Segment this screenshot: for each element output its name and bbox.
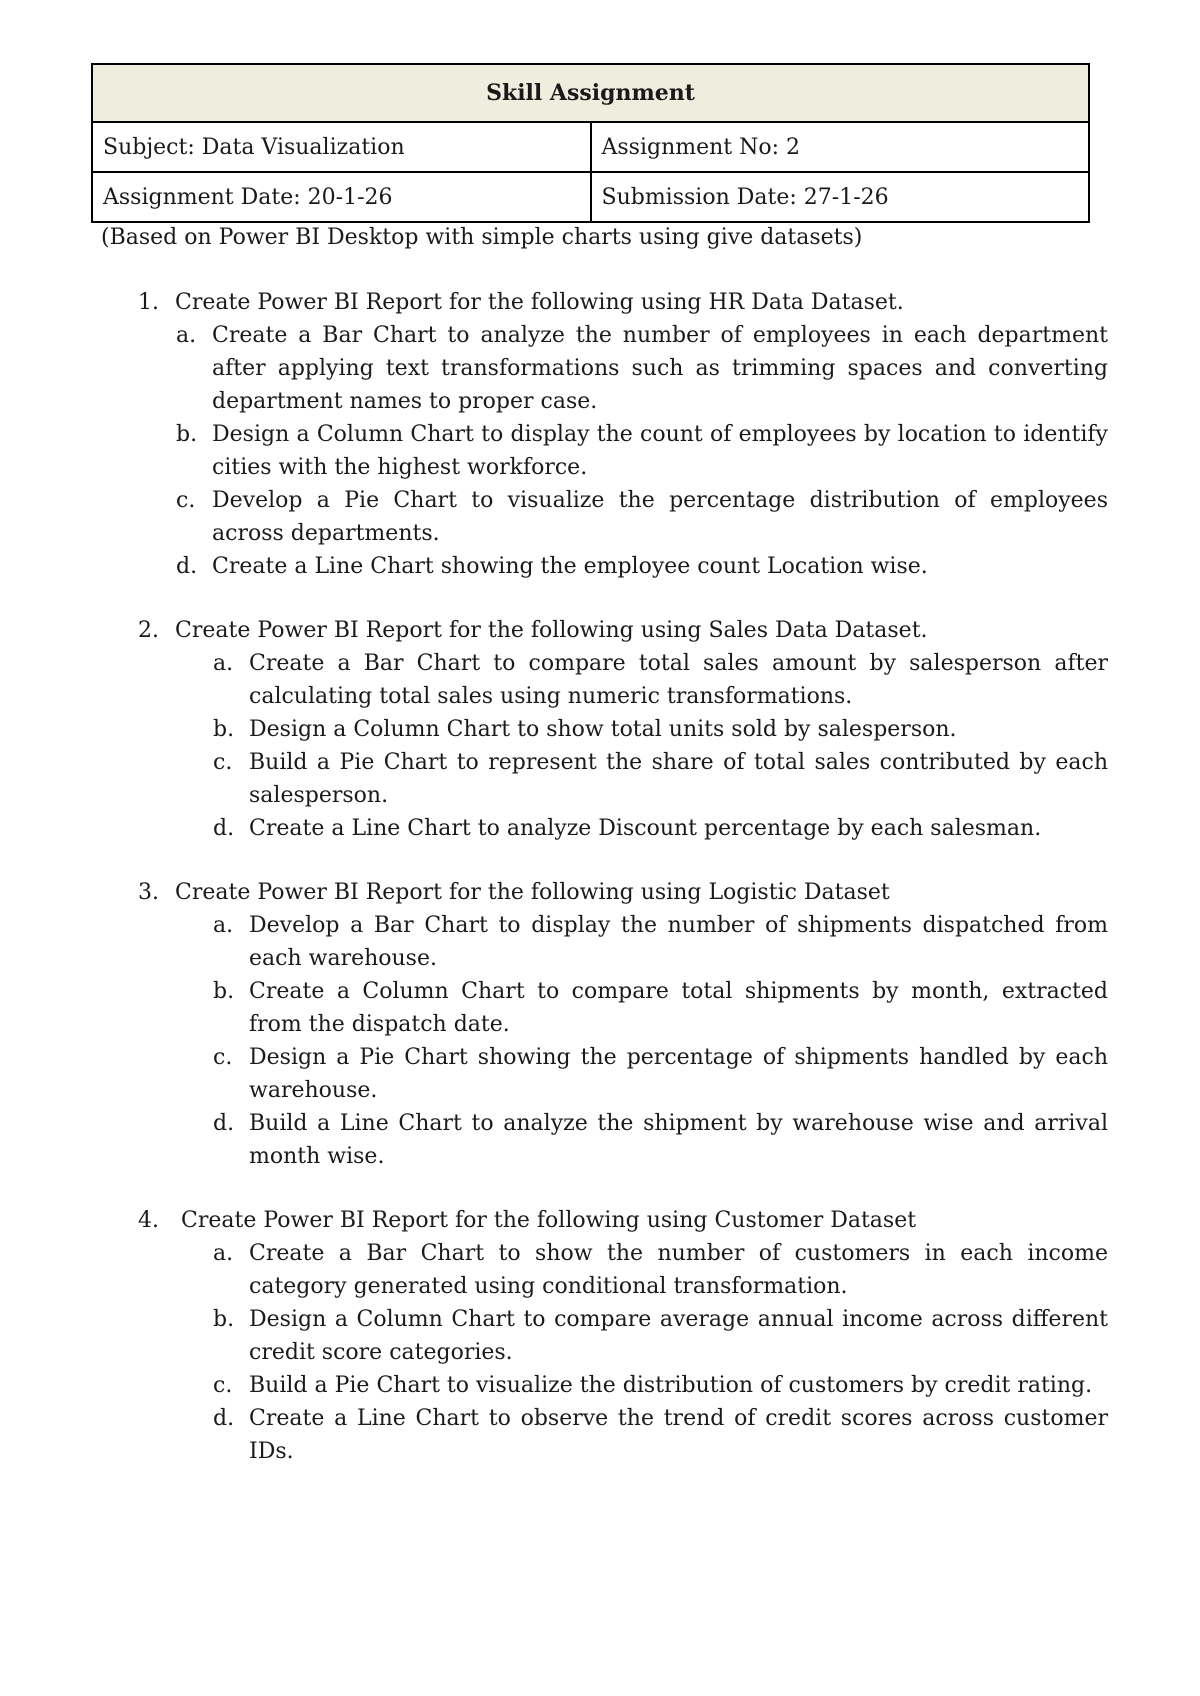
sub-item-letter: b.: [213, 979, 235, 1004]
sub-item-text: Create a Bar Chart to analyze the number of employees in each department after applying text transformations such as trimming spaces and converting department names to proper case.: [212, 323, 1108, 414]
subject-cell: Subject: Data Visualization: [92, 122, 591, 172]
sub-item-letter: d.: [213, 816, 235, 841]
sub-item-text: Create a Line Chart to analyze Discount percentage by each salesman.: [249, 816, 1042, 841]
question-text: Create Power BI Report for the following using Logistic Dataset: [175, 880, 890, 905]
sub-item: [0, 746, 1200, 812]
question-4: [0, 1204, 1200, 1468]
submission-date-cell: Submission Date: 27-1-26: [591, 172, 1090, 222]
sub-item-text: Design a Column Chart to show total units sold by salesperson.: [249, 717, 957, 742]
sub-item: [0, 418, 1200, 484]
sub-item: [0, 713, 1200, 746]
sub-item-letter: c.: [213, 750, 233, 775]
sub-item-text: Create a Bar Chart to compare total sales amount by salesperson after calculating total sales using numeric transformations.: [249, 651, 1108, 709]
sub-item: [0, 1369, 1200, 1402]
sub-item-text: Design a Pie Chart showing the percentage of shipments handled by each warehouse.: [249, 1045, 1108, 1103]
sub-item: [0, 812, 1200, 845]
sub-item-letter: b.: [176, 422, 198, 447]
sub-item-letter: c.: [213, 1045, 233, 1070]
sub-item-text: Build a Pie Chart to visualize the distribution of customers by credit rating.: [249, 1373, 1093, 1398]
question-number: 3.: [138, 880, 159, 905]
sub-item-letter: d.: [213, 1111, 235, 1136]
question-text: Create Power BI Report for the following using HR Data Dataset.: [175, 290, 904, 315]
sub-item: [0, 647, 1200, 713]
sub-item: [0, 909, 1200, 975]
sub-item: [0, 975, 1200, 1041]
sub-item-letter: b.: [213, 1307, 235, 1332]
sub-item-text: Design a Column Chart to compare average annual income across different credit score categories.: [249, 1307, 1108, 1365]
sub-item-letter: a.: [213, 651, 234, 676]
question-number: 2.: [138, 618, 159, 643]
sub-item: [0, 1303, 1200, 1369]
sub-item: [0, 1107, 1200, 1173]
sub-item-text: Create a Bar Chart to show the number of customers in each income category generated using conditional transformation.: [249, 1241, 1108, 1299]
sub-item-letter: d.: [213, 1406, 235, 1431]
sub-item-letter: c.: [176, 488, 196, 513]
sub-item-letter: d.: [176, 554, 198, 579]
intro-note: (Based on Power BI Desktop with simple charts using give datasets): [101, 225, 863, 250]
sub-item: [0, 550, 1200, 583]
sub-item: [0, 484, 1200, 550]
sub-item: [0, 1041, 1200, 1107]
sub-item-text: Develop a Pie Chart to visualize the percentage distribution of employees across departments.: [212, 488, 1108, 546]
sub-item-letter: c.: [213, 1373, 233, 1398]
sub-item-letter: a.: [176, 323, 197, 348]
sub-item-text: Design a Column Chart to display the count of employees by location to identify cities with the highest workforce.: [212, 422, 1108, 480]
document-title: Skill Assignment: [92, 64, 1089, 122]
question-text: Create Power BI Report for the following using Customer Dataset: [181, 1208, 917, 1233]
sub-item-text: Create a Column Chart to compare total shipments by month, extracted from the dispatch date.: [249, 979, 1108, 1037]
header-table: [91, 63, 1090, 223]
sub-item-letter: b.: [213, 717, 235, 742]
sub-item-text: Create a Line Chart to observe the trend of credit scores across customer IDs.: [249, 1406, 1108, 1464]
assignment-date-cell: Assignment Date: 20-1-26: [92, 172, 591, 222]
assignment-no-cell: Assignment No: 2: [591, 122, 1090, 172]
question-number: 4.: [138, 1208, 159, 1233]
sub-item: [0, 1402, 1200, 1468]
sub-item-text: Develop a Bar Chart to display the number of shipments dispatched from each warehouse.: [249, 913, 1108, 971]
sub-item-text: Build a Line Chart to analyze the shipment by warehouse wise and arrival month wise.: [249, 1111, 1108, 1169]
sub-item-letter: a.: [213, 1241, 234, 1266]
sub-item-text: Create a Line Chart showing the employee count Location wise.: [212, 554, 928, 579]
sub-item-letter: a.: [213, 913, 234, 938]
question-text: Create Power BI Report for the following using Sales Data Dataset.: [175, 618, 928, 643]
sub-item-text: Build a Pie Chart to represent the share of total sales contributed by each salesperson.: [249, 750, 1108, 808]
sub-item: [0, 1237, 1200, 1303]
question-3: [0, 876, 1200, 1173]
question-number: 1.: [138, 290, 159, 315]
question-1: [0, 286, 1200, 583]
question-2: [0, 614, 1200, 845]
sub-item: [0, 319, 1200, 418]
